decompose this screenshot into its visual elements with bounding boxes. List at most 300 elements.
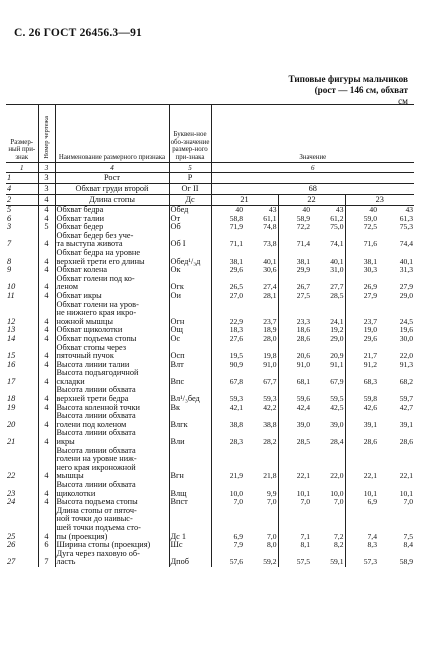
row-value: 29,6	[211, 266, 244, 275]
table-row-rost	[6, 173, 414, 184]
row-name	[55, 275, 169, 292]
row-drawing-no: 4	[38, 361, 55, 370]
row-value: 6,9	[345, 498, 378, 507]
row-value: 59,2	[263, 557, 277, 567]
row-value: 43	[405, 205, 414, 214]
row-value: 67,9	[330, 376, 344, 386]
row-name-line: пы (проекция)	[56, 531, 108, 541]
row-value: 22,1	[345, 447, 378, 481]
row-value: 72,5	[345, 223, 378, 232]
table-row-chest	[6, 184, 414, 195]
row-value: 28,6	[345, 429, 378, 446]
row-value: 22,0	[399, 351, 414, 361]
row-value: 72,2	[278, 223, 311, 232]
row-value: 8,4	[403, 540, 414, 550]
row-symbol: Обед	[169, 206, 211, 215]
row-value: 90,9	[211, 361, 244, 370]
row-value: 27,6	[211, 335, 244, 344]
row-name-line: Высота линии обхвата	[56, 428, 136, 438]
row-drawing-no: 6	[38, 541, 55, 550]
row-value: 10,0	[330, 488, 344, 498]
row-name-line: Обхват бедра	[56, 205, 104, 214]
row-value: 27,9	[399, 282, 414, 292]
header-name: Наименование размерного признака	[55, 105, 169, 163]
row-symbol: Вгн	[169, 447, 211, 481]
row-dimension-no: 1	[6, 173, 38, 184]
row-value: 27,4	[263, 282, 277, 292]
row-symbol: Влгк	[169, 412, 211, 429]
row-drawing-no: 4	[38, 369, 55, 386]
row-value: 68,3	[345, 369, 378, 386]
row-value: 58,8	[211, 215, 244, 224]
chest-value: 68	[211, 184, 414, 195]
row-name	[55, 447, 169, 481]
row-value: 26,5	[211, 275, 244, 292]
row-dimension-no: 8	[7, 256, 12, 266]
row-name-line: не нижнего края икро-	[56, 308, 137, 318]
row-value: 57,3	[345, 550, 378, 567]
row-name-line: Обхват талии	[56, 213, 105, 223]
row-value: 59,5	[330, 394, 344, 404]
row-value: 40,1	[263, 256, 277, 266]
page-header: С. 26 ГОСТ 26456.3—91	[14, 27, 142, 39]
row-value: 71,4	[278, 232, 311, 249]
row-dimension-no: 22	[7, 471, 16, 481]
row-name-line: щиколотки	[56, 488, 96, 498]
row-value: 10,1	[278, 481, 311, 498]
row-value: 43	[335, 205, 344, 214]
row-name-line: Высота линии обхвата	[56, 480, 136, 489]
row-value: 28,0	[263, 333, 277, 343]
row-value: 24,1	[330, 316, 344, 326]
row-name-line: Высота линии талии	[56, 359, 130, 369]
row-drawing-no: 7	[38, 550, 55, 567]
row-value: 23,3	[278, 301, 311, 327]
table-row	[6, 275, 414, 292]
row-value: 22,1	[399, 471, 414, 481]
row-name-line: ласть	[56, 557, 76, 567]
row-value: 42,7	[399, 402, 414, 412]
table-row	[6, 481, 414, 498]
row-dimension-no: 25	[7, 531, 16, 541]
row-name-line: Обхват стопы через	[56, 342, 127, 352]
row-symbol: Влщ	[169, 481, 211, 498]
table-row-foot-length	[6, 195, 414, 206]
row-value: 8,2	[334, 540, 344, 550]
row-value: 29,9	[278, 266, 311, 275]
row-value: 23,7	[263, 316, 277, 326]
row-value: 28,5	[278, 429, 311, 446]
row-drawing-no: 4	[38, 386, 55, 403]
row-value: 39,1	[345, 412, 378, 429]
row-name	[55, 232, 169, 249]
row-value: 91,3	[399, 359, 414, 369]
row-value: 75,0	[330, 222, 344, 232]
row-value: 28,2	[263, 437, 277, 447]
table-row	[6, 301, 414, 327]
row-drawing-no: 4	[38, 326, 55, 335]
caption-unit: см	[398, 96, 408, 106]
row-value: 71,9	[211, 223, 244, 232]
table-row	[6, 507, 414, 541]
row-name-line: Высота подъягодичной	[56, 368, 139, 378]
row-name-line: голени под коленом	[56, 419, 127, 429]
row-name-line: него края икроножной	[56, 462, 136, 472]
row-value: 29,6	[345, 335, 378, 344]
row-value: 91,0	[263, 359, 277, 369]
row-value: 7,0	[334, 497, 344, 507]
row-name-line: шей точки подъема сто-	[56, 522, 141, 532]
row-values	[211, 173, 414, 184]
caption-line-2: (рост — 146 см, обхват	[314, 85, 408, 95]
row-value: 28,3	[211, 429, 244, 446]
row-symbol: Об I	[169, 232, 211, 249]
row-name: Длина стопы	[55, 195, 169, 206]
measurement-rows	[6, 206, 414, 567]
row-name-line: Ширина стопы (проекция)	[56, 540, 151, 550]
row-value: 38,8	[263, 419, 277, 429]
row-name-line: Длина стопы от пяточ-	[56, 505, 137, 515]
row-symbol: Дс	[169, 195, 211, 206]
row-name	[55, 249, 169, 266]
row-value: 9,9	[267, 488, 277, 498]
row-value: 42,4	[278, 404, 311, 413]
row-value: 38,1	[211, 249, 244, 266]
row-name	[55, 481, 169, 498]
row-value: 21,8	[263, 471, 277, 481]
row-value: 24,5	[399, 316, 414, 326]
row-value: 74,8	[263, 222, 277, 232]
row-value: 27,7	[330, 282, 344, 292]
row-value: 18,3	[211, 326, 244, 335]
row-dimension-no: 4	[6, 184, 38, 195]
row-name-line: ной точки до наивыс-	[56, 514, 133, 524]
row-value: 58,9	[278, 215, 311, 224]
row-name-line: ножной мышцы	[56, 316, 113, 326]
row-value: 39,0	[278, 412, 311, 429]
table-caption	[248, 74, 408, 107]
row-drawing-no: 4	[38, 195, 55, 206]
row-value: 40	[345, 206, 378, 215]
row-symbol: Дс 1	[169, 507, 211, 541]
row-value: 23,7	[345, 301, 378, 327]
row-name-line: Высота линии обхвата	[56, 411, 136, 421]
row-drawing-no: 4	[38, 481, 55, 498]
header-values: Значение	[211, 105, 414, 163]
row-value: 68,1	[278, 369, 311, 386]
row-symbol: Ог II	[169, 184, 211, 195]
row-value: 10,0	[211, 481, 244, 498]
row-value: 61,1	[263, 213, 277, 223]
row-value: 8,1	[278, 541, 311, 550]
table-row	[6, 369, 414, 386]
row-dimension-no: 23	[7, 488, 16, 498]
row-drawing-no: 4	[38, 249, 55, 266]
row-value: 8,3	[345, 541, 378, 550]
row-drawing-no: 5	[38, 223, 55, 232]
row-name	[55, 507, 169, 541]
row-name-line: Обхват колена	[56, 265, 108, 275]
row-value: 39,0	[330, 419, 344, 429]
row-value: 38,1	[345, 249, 378, 266]
row-drawing-no: 4	[38, 498, 55, 507]
row-name-line: Обхват бедра на уровне	[56, 247, 141, 257]
row-value: 42,1	[211, 404, 244, 413]
row-value: 18,6	[278, 326, 311, 335]
row-dimension-no: 9	[7, 265, 12, 275]
row-symbol: Обед¹/₃д	[169, 249, 211, 266]
row-name-line: складки	[56, 376, 85, 386]
row-name-line: та выступа живота	[56, 239, 123, 249]
row-name-line: мышцы	[56, 471, 84, 481]
col-num: 4	[55, 163, 169, 173]
row-drawing-no: 4	[38, 507, 55, 541]
row-dimension-no: 12	[7, 316, 16, 326]
row-value: 91,1	[330, 359, 344, 369]
foot-size: 21	[211, 195, 278, 206]
row-dimension-no: 16	[7, 359, 16, 369]
row-value: 40,1	[330, 256, 344, 266]
row-value: 43	[268, 205, 277, 214]
row-drawing-no: 4	[38, 344, 55, 361]
row-value: 27,5	[278, 292, 311, 301]
row-value: 10,1	[399, 488, 414, 498]
row-value: 19,8	[263, 351, 277, 361]
col-num: 5	[169, 163, 211, 173]
row-value: 7,0	[267, 531, 277, 541]
row-value: 30,0	[399, 333, 414, 343]
row-value: 68,2	[399, 376, 414, 386]
row-value: 7,0	[278, 498, 311, 507]
row-value: 19,0	[345, 326, 378, 335]
row-symbol: Вли	[169, 429, 211, 446]
row-value: 21,7	[345, 344, 378, 361]
row-value: 38,8	[211, 412, 244, 429]
row-symbol: Об	[169, 223, 211, 232]
row-value: 7,4	[345, 507, 378, 541]
row-value: 22,0	[330, 471, 344, 481]
row-name-line: Дуга через паховую об-	[56, 548, 140, 558]
row-value: 61,3	[399, 213, 414, 223]
row-value: 7,0	[267, 497, 277, 507]
row-drawing-no: 4	[38, 429, 55, 446]
row-value: 57,5	[278, 550, 311, 567]
header-symbol: Буквен-ное обо-значение размер-ного при-знака	[169, 105, 211, 163]
row-symbol: Р	[169, 173, 211, 184]
row-value: 73,8	[263, 239, 277, 249]
row-dimension-no: 27	[7, 557, 16, 567]
row-value: 8,0	[267, 540, 277, 550]
row-value: 28,6	[399, 437, 414, 447]
row-value: 40,1	[399, 256, 414, 266]
row-value: 42,5	[330, 402, 344, 412]
row-drawing-no: 3	[38, 184, 55, 195]
row-symbol: Впс	[169, 369, 211, 386]
row-value: 59,8	[345, 386, 378, 403]
row-value: 71,6	[345, 232, 378, 249]
row-value: 40	[211, 206, 244, 215]
row-dimension-no: 18	[7, 394, 16, 404]
row-dimension-no: 26	[7, 540, 16, 550]
table-row	[6, 249, 414, 266]
row-value: 58,9	[399, 557, 414, 567]
row-value: 21,9	[211, 447, 244, 481]
row-value: 19,2	[330, 325, 344, 335]
row-symbol: Ои	[169, 292, 211, 301]
row-name-line: верхней трети его длины	[56, 256, 145, 266]
row-drawing-no: 3	[38, 173, 55, 184]
table-row	[6, 344, 414, 361]
table-row	[6, 232, 414, 249]
row-drawing-no: 4	[38, 266, 55, 275]
row-value: 91,2	[345, 361, 378, 370]
row-value: 27,9	[345, 292, 378, 301]
row-name-line: Обхват бедер без уче-	[56, 230, 134, 240]
row-name-line: Высота линии обхвата	[56, 445, 136, 455]
table-row	[6, 429, 414, 446]
table-row	[6, 447, 414, 481]
row-value: 20,6	[278, 344, 311, 361]
row-value: 30,3	[345, 266, 378, 275]
row-dimension-no: 15	[7, 351, 16, 361]
row-dimension-no: 17	[7, 376, 16, 386]
row-dimension-no: 20	[7, 419, 16, 429]
row-value: 42,6	[345, 404, 378, 413]
row-value: 31,0	[330, 265, 344, 275]
row-name	[55, 344, 169, 361]
row-value: 28,4	[330, 437, 344, 447]
row-value: 59,1	[330, 557, 344, 567]
row-dimension-no: 2	[6, 195, 38, 206]
row-drawing-no: 4	[38, 404, 55, 413]
row-value: 31,3	[399, 265, 414, 275]
row-value: 18,9	[263, 325, 277, 335]
row-value: 28,5	[330, 290, 344, 300]
row-name-line: голени на уровне ниж-	[56, 454, 137, 464]
row-name-line: пяточный пучок	[56, 351, 114, 361]
row-value: 42,2	[263, 402, 277, 412]
row-value: 20,9	[330, 351, 344, 361]
foot-size: 23	[345, 195, 414, 206]
row-name: Обхват груди второй	[55, 184, 169, 195]
row-value: 26,9	[345, 275, 378, 292]
row-symbol: Шс	[169, 541, 211, 550]
row-value: 7,2	[334, 531, 344, 541]
row-value: 7,1	[278, 507, 311, 541]
row-dimension-no: 6	[7, 213, 12, 223]
row-name	[55, 550, 169, 567]
row-value: 22,1	[278, 447, 311, 481]
row-value: 7,0	[403, 497, 414, 507]
col-num: 6	[211, 163, 414, 173]
row-value: 59,7	[399, 394, 414, 404]
row-name	[55, 429, 169, 446]
row-name-line: Высота линии обхвата	[56, 385, 136, 395]
row-name-line: Обхват бедер	[56, 222, 104, 232]
row-name-line: Обхват подъема стопы	[56, 333, 137, 343]
row-value: 28,1	[263, 290, 277, 300]
row-drawing-no: 4	[38, 232, 55, 249]
row-value: 26,7	[278, 275, 311, 292]
row-name-line: Обхват голени на уров-	[56, 299, 139, 309]
row-dimension-no: 7	[7, 239, 12, 249]
header-dimension: Размер-ный при-знак	[6, 105, 38, 163]
row-value: 29,0	[330, 333, 344, 343]
row-value: 29,0	[399, 290, 414, 300]
row-name-line: Высота подъема стопы	[56, 497, 138, 507]
row-symbol: Осп	[169, 344, 211, 361]
row-symbol: Впст	[169, 498, 211, 507]
row-value: 91,0	[278, 361, 311, 370]
row-value: 6,9	[211, 507, 244, 541]
row-drawing-no: 4	[38, 412, 55, 429]
row-drawing-no: 4	[38, 215, 55, 224]
row-dimension-no: 19	[7, 402, 16, 412]
col-num: 1	[6, 163, 38, 173]
row-name	[55, 301, 169, 327]
row-name-line: Обхват икры	[56, 290, 102, 300]
row-value: 30,6	[263, 265, 277, 275]
row-value: 10,1	[345, 481, 378, 498]
row-drawing-no: 4	[38, 292, 55, 301]
dimensions-table	[6, 104, 414, 567]
row-value: 75,3	[399, 222, 414, 232]
row-dimension-no: 11	[7, 290, 15, 300]
row-value: 28,6	[278, 335, 311, 344]
row-dimension-no: 24	[7, 497, 16, 507]
row-value: 59,3	[211, 386, 244, 403]
row-value: 74,4	[399, 239, 414, 249]
row-value: 7,9	[211, 541, 244, 550]
row-drawing-no: 4	[38, 275, 55, 292]
row-drawing-no: 4	[38, 335, 55, 344]
row-dimension-no: 14	[7, 333, 16, 343]
row-symbol: Вл¹/₃бед	[169, 386, 211, 403]
row-name-line: Обхват щиколотки	[56, 325, 123, 335]
foot-size: 22	[278, 195, 345, 206]
row-name-line: Обхват голени под ко-	[56, 273, 135, 283]
row-symbol: Огн	[169, 301, 211, 327]
row-dimension-no: 3	[7, 222, 12, 232]
row-symbol: Ок	[169, 266, 211, 275]
row-dimension-no: 5	[7, 205, 12, 214]
row-name-line: верхней трети бедра	[56, 394, 129, 404]
row-value: 74,1	[330, 239, 344, 249]
row-value: 19,5	[211, 344, 244, 361]
row-value: 38,1	[278, 249, 311, 266]
row-name	[55, 412, 169, 429]
table-row	[6, 550, 414, 567]
row-dimension-no: 21	[7, 437, 16, 447]
row-name-line: Высота коленной точки	[56, 402, 140, 412]
row-name-line: леном	[56, 282, 79, 292]
column-number-row	[6, 163, 414, 173]
table-body	[6, 163, 414, 206]
row-symbol: Влт	[169, 361, 211, 370]
row-symbol: Дпоб	[169, 550, 211, 567]
table-row	[6, 412, 414, 429]
row-drawing-no: 4	[38, 447, 55, 481]
row-drawing-no: 4	[38, 301, 55, 327]
row-symbol: От	[169, 215, 211, 224]
row-dimension-no: 13	[7, 325, 16, 335]
row-drawing-no: 4	[38, 206, 55, 215]
row-value: 19,6	[399, 325, 414, 335]
row-value: 7,0	[211, 498, 244, 507]
row-name	[55, 369, 169, 386]
row-value: 40	[278, 206, 311, 215]
row-dimension-no: 10	[7, 282, 16, 292]
